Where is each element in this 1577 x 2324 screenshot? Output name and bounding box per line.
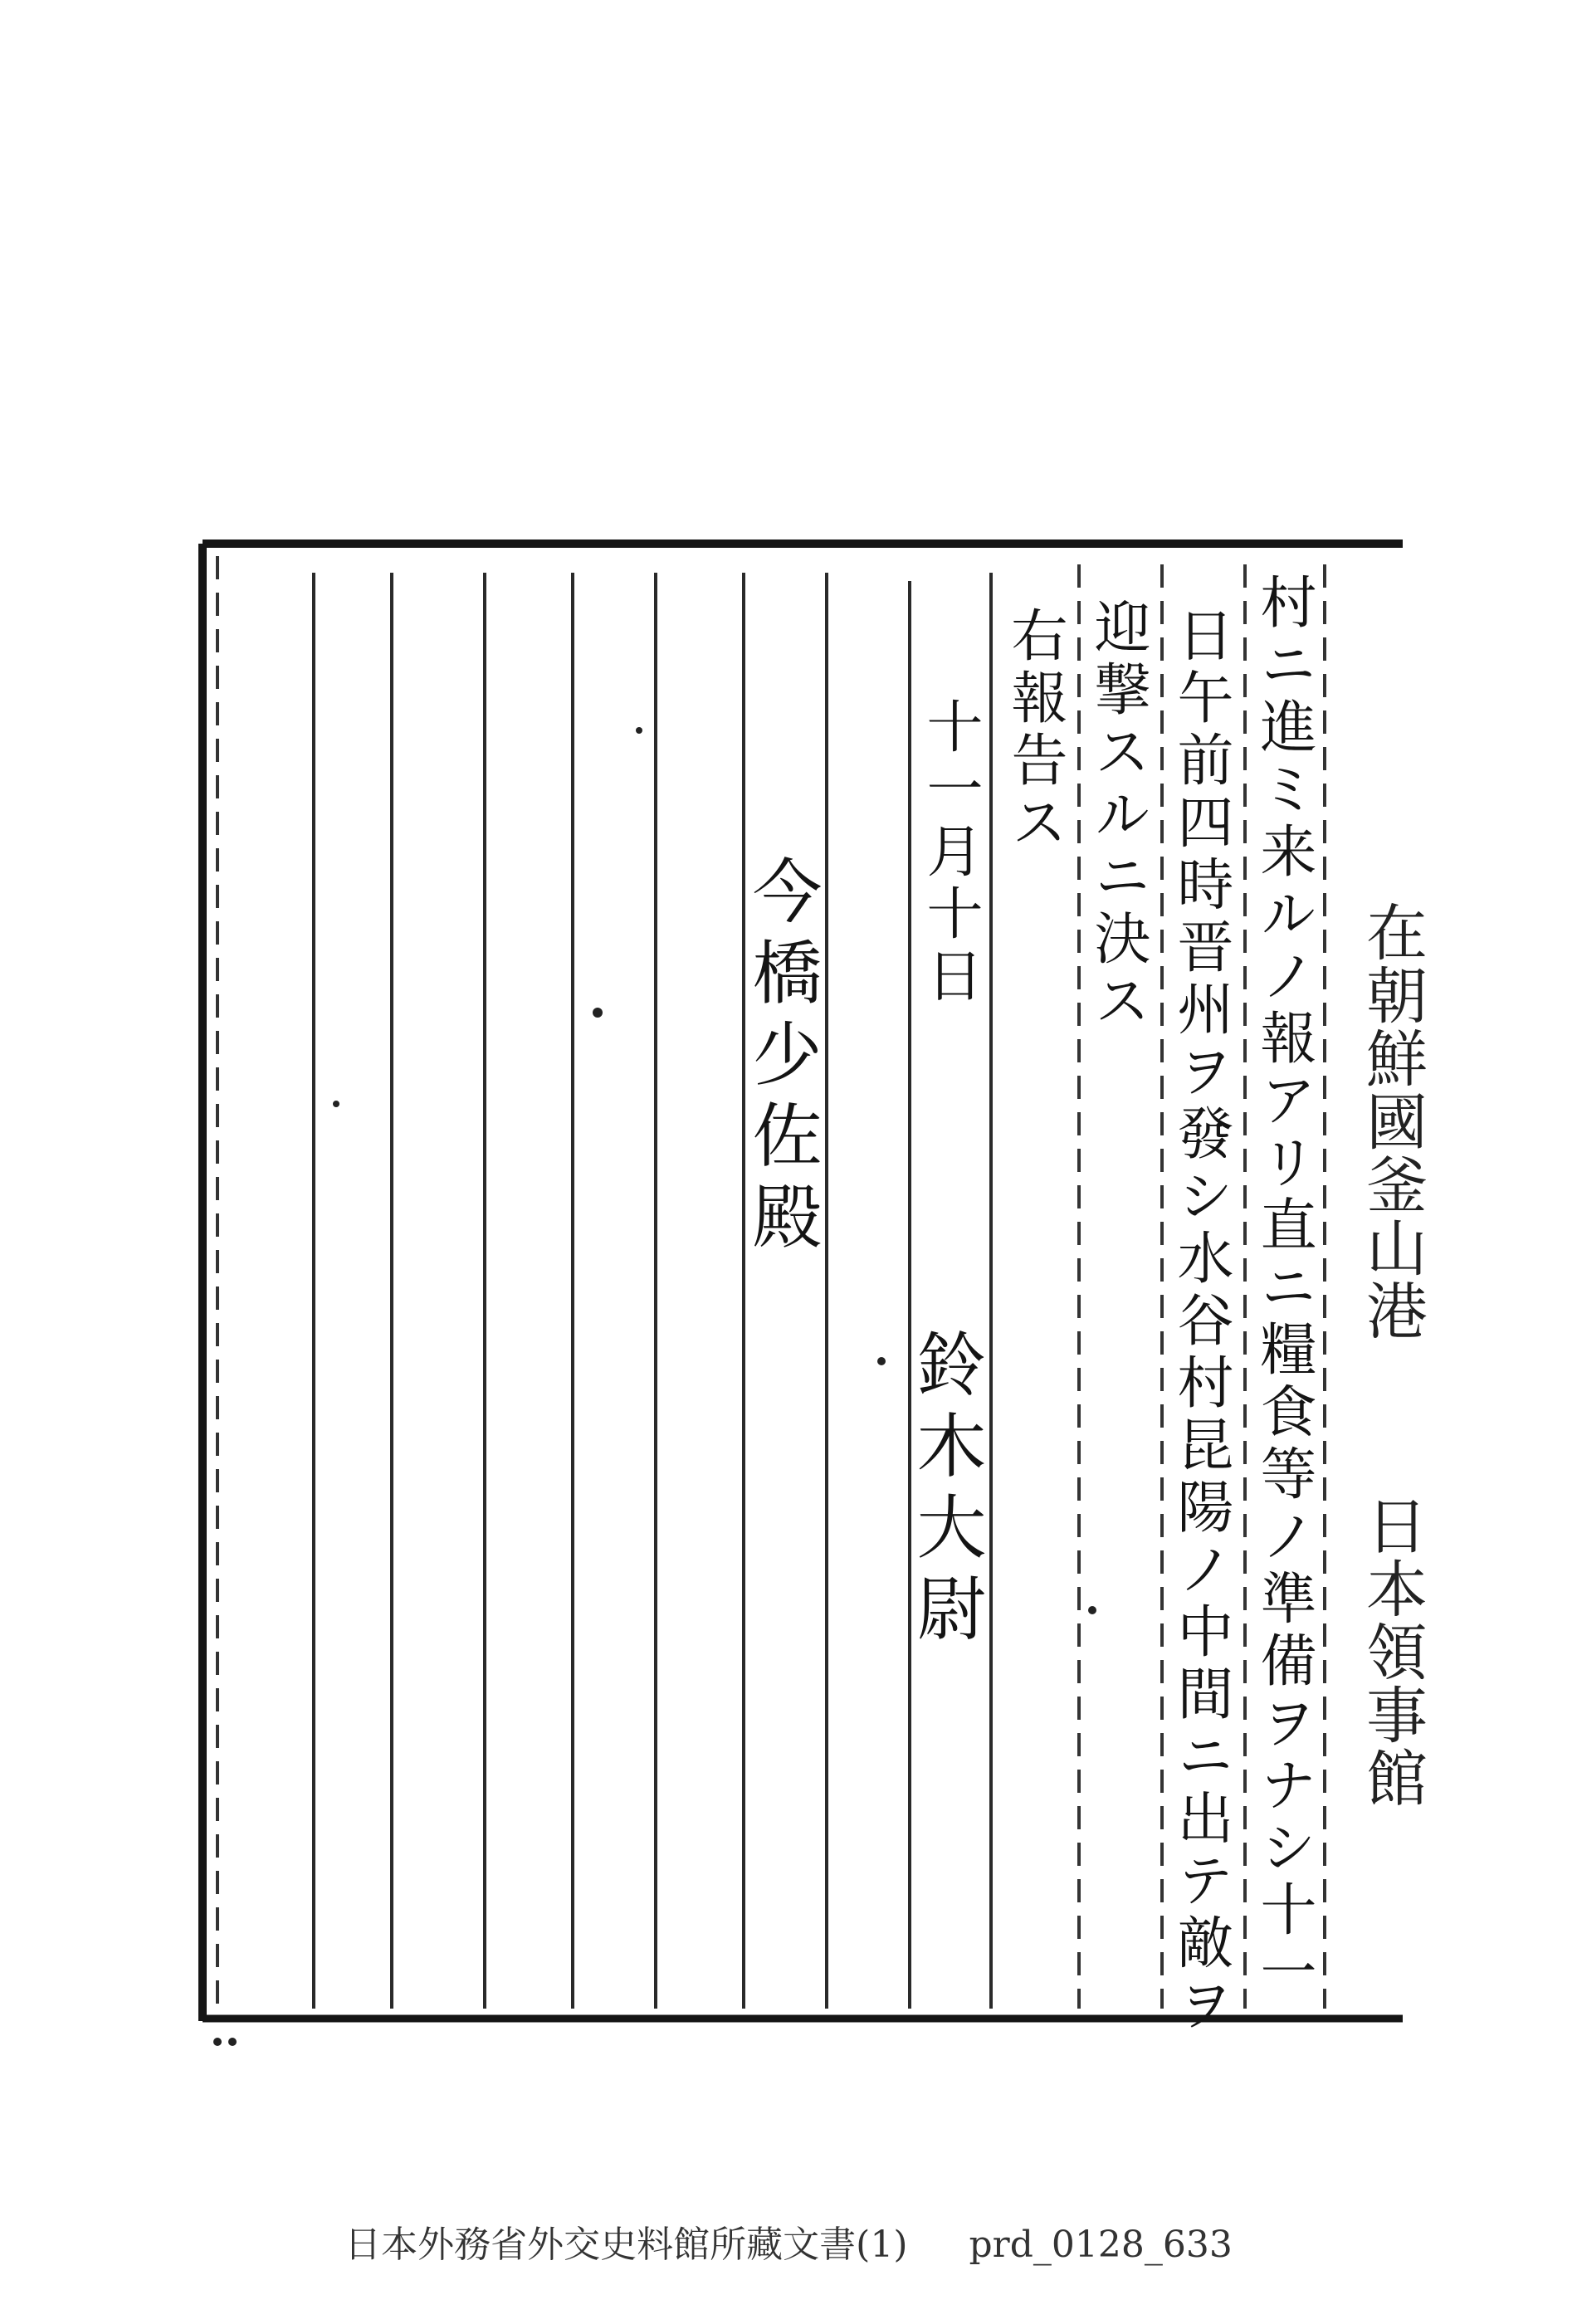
letterhead-top: 在朝鮮國釜山港 [1356,901,1428,1342]
addressee: 今橋少佐殿 [741,855,823,1262]
collection-label: 日本外務省外交史料館所藏文書(1) [344,2224,908,2266]
archive-footer [0,2214,1577,2268]
text-column-4: 右報告ス [1002,606,1067,855]
date-column: 十一月十日 [917,697,983,1008]
text-column-2: 日午前四時晋州ヲ發シ水谷村昆陽ノ中間ニ出テ敵ヲ [1168,606,1233,2038]
signature: 鈴木大尉 [906,1328,987,1653]
text-column-1: 村ニ進ミ来ルノ報アリ直ニ糧食等ノ準備ヲナシ十一 [1251,573,1316,2004]
letterhead-bottom: 日本領事館 [1356,1494,1428,1809]
document-id: prd_0128_633 [969,2224,1233,2266]
text-column-3: 迎撃スルニ決ス [1085,598,1150,1033]
